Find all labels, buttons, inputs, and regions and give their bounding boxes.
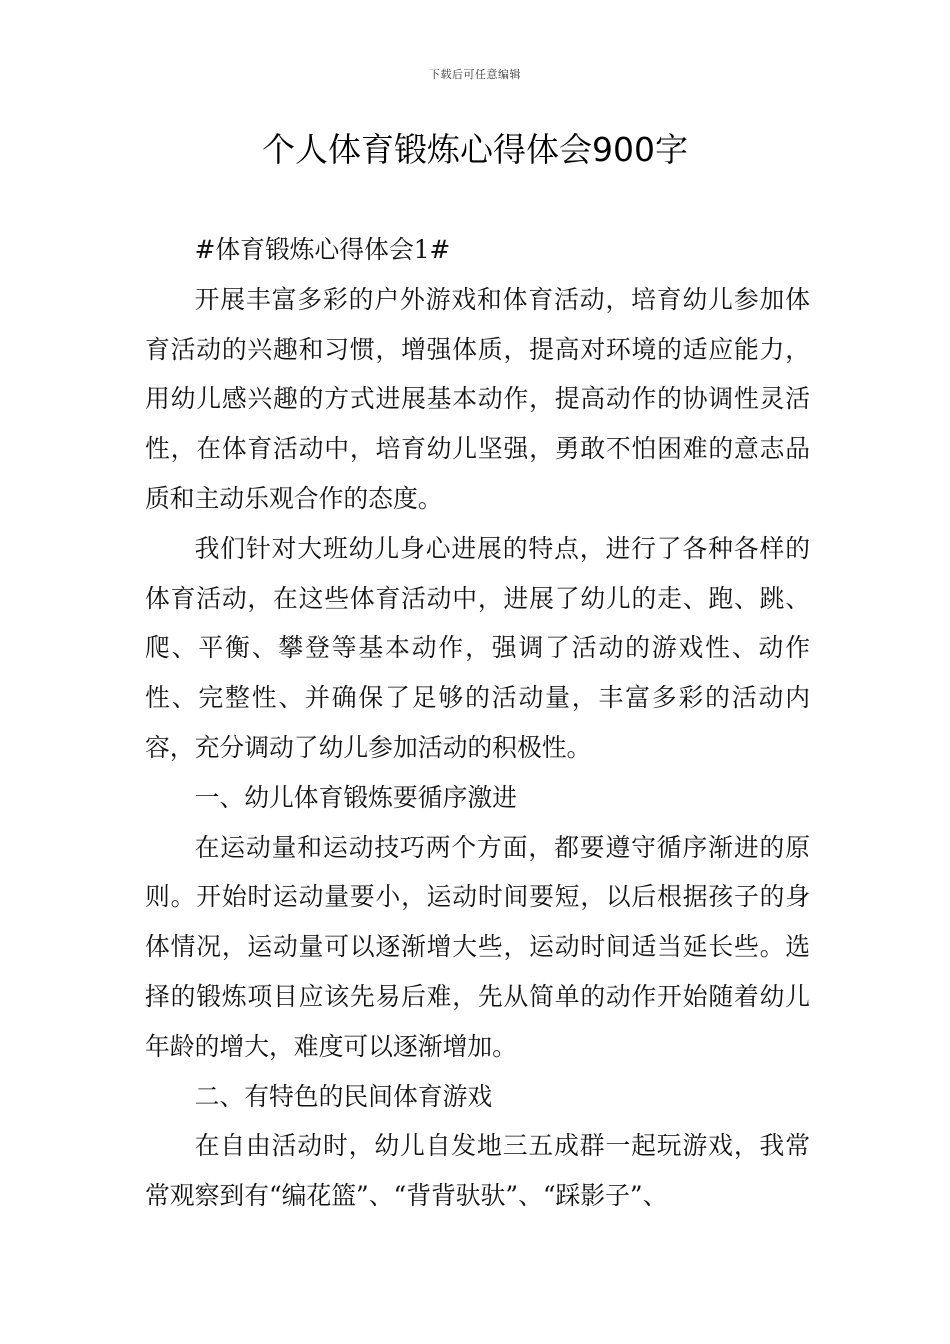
paragraph: 在运动量和运动技巧两个方面，都要遵守循序渐进的原则。开始时运动量要小，运动时间要短，以后根据孩子的身体情况，运动量可以逐渐增大些，运动时间适当延长些。选择的锻炼项目应该先易后难，先从简单的动作开始随着幼儿年龄的增大，难度可以逐渐增加。 (145, 832, 810, 1061)
paragraph: 我们针对大班幼儿身心进展的特点，进行了各种各样的体育活动，在这些体育活动中，进展了幼儿的走、跑、跳、爬、平衡、攀登等基本动作，强调了活动的游戏性、动作性、完整性、并确保了足够的活动量，丰富多彩的活动内容，充分调动了幼儿参加活动的积极性。 (145, 533, 810, 762)
paragraph: 在自由活动时，幼儿自发地三五成群一起玩游戏，我常常观察到有“编花篮”、“背背驮驮”、“踩影子”、 (145, 1131, 810, 1211)
section-heading: 一、幼儿体育锻炼要循序激进 (194, 782, 517, 812)
header-note: 下载后可任意编辑 (429, 68, 521, 81)
section-heading: 二、有特色的民间体育游戏 (194, 1081, 493, 1111)
document-title: 个人体育锻炼心得体会900字 (262, 130, 688, 169)
section-heading: #体育锻炼心得体会1# (194, 235, 451, 264)
paragraph: 开展丰富多彩的户外游戏和体育活动，培育幼儿参加体育活动的兴趣和习惯，增强体质，提高对环境的适应能力，用幼儿感兴趣的方式进展基本动作，提高动作的协调性灵活性，在体育活动中，培育幼儿坚强，勇敢不怕困难的意志品质和主动乐观合作的态度。 (145, 284, 810, 513)
document-body (145, 225, 810, 1221)
